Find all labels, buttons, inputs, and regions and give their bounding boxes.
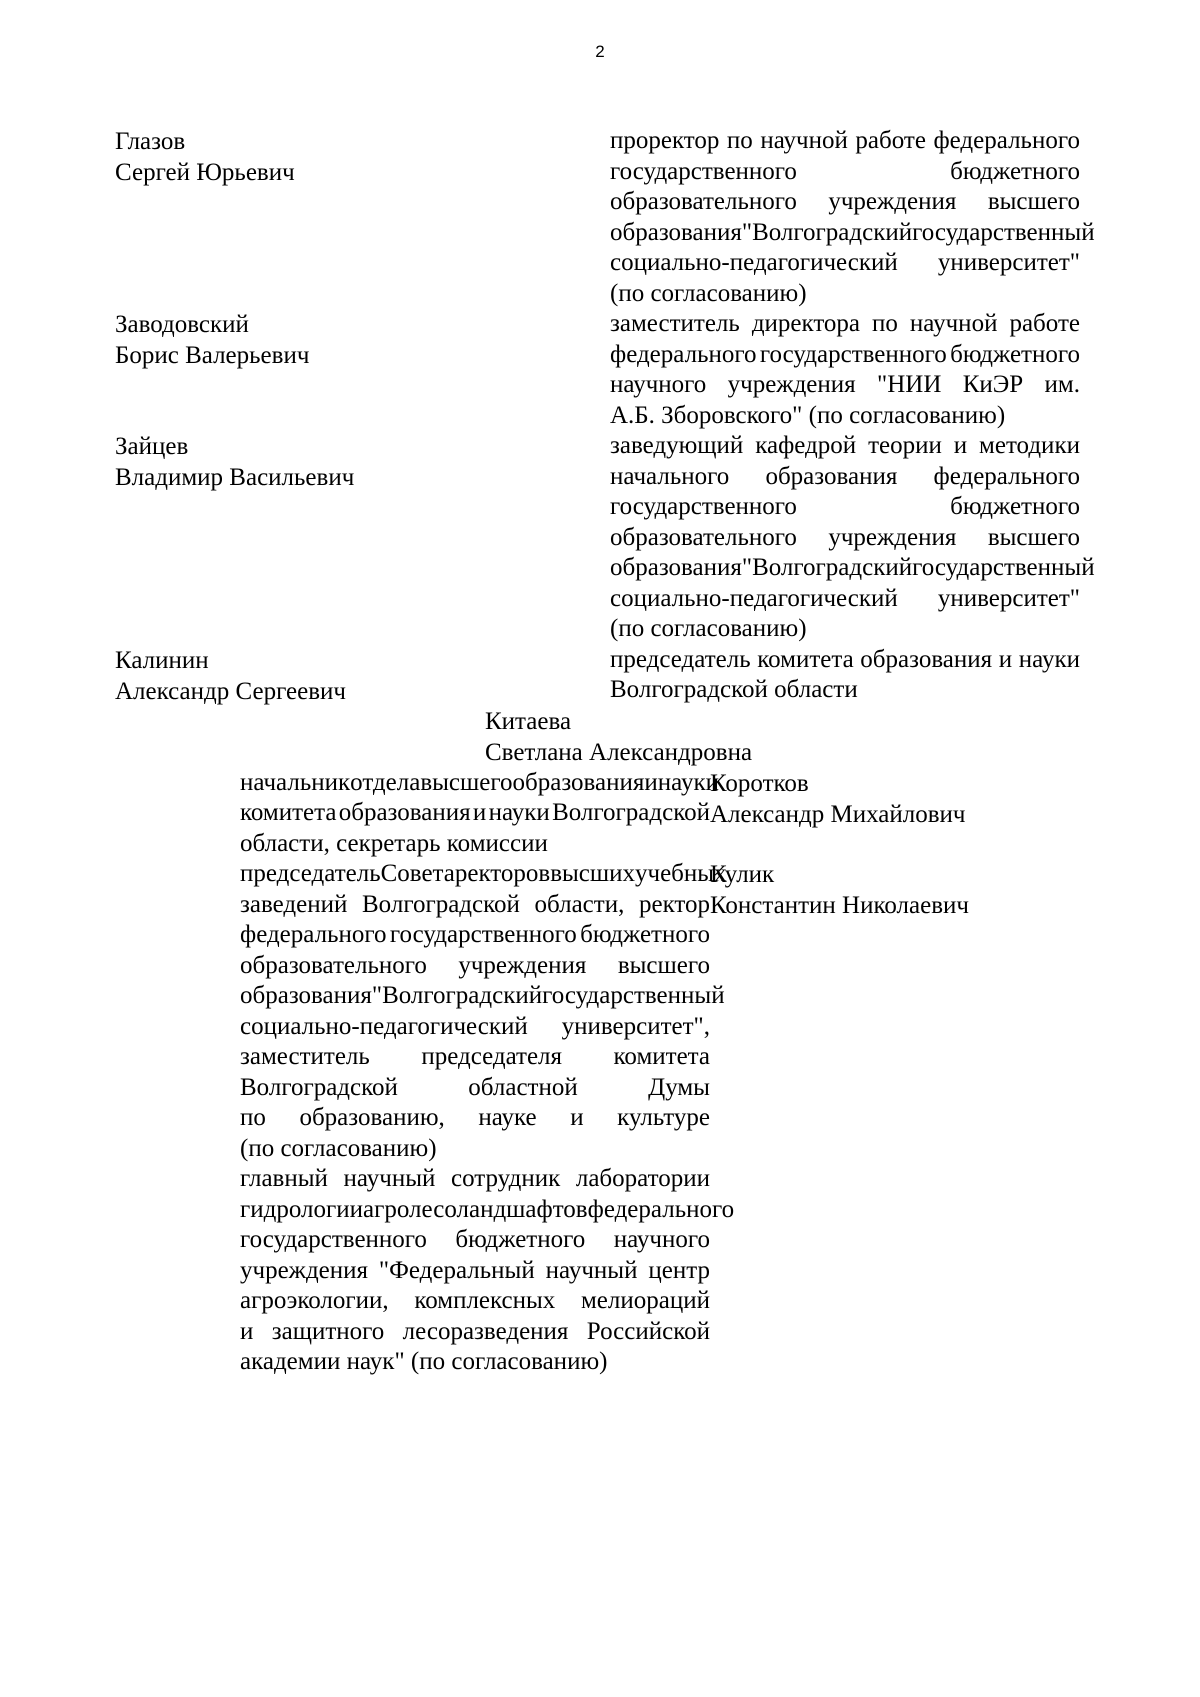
position-line: проректор по научной работе федерального <box>610 127 1080 154</box>
position-line: заместитель директора по научной работе <box>610 310 1080 337</box>
position-line: образовательного учреждения высшего <box>240 951 710 979</box>
member-name <box>115 309 485 371</box>
page-number: 2 <box>595 42 605 61</box>
member-name <box>710 768 1080 830</box>
position-line: научного учреждения "НИИ КиЭР им. <box>610 371 1080 398</box>
member-given-names: Александр Михайлович <box>710 800 966 828</box>
position-line: федерального государственного бюджетного <box>240 921 710 948</box>
member-given-names: Сергей Юрьевич <box>115 159 295 186</box>
position-line: агроэкологии, комплексных мелиораций <box>240 1287 710 1314</box>
member-name <box>710 859 1080 921</box>
position-line: председатель Совета ректоров высших учебных <box>240 860 727 887</box>
position-line: образования "Волгоградский государственный <box>610 554 1095 581</box>
position-line: заместитель председателя комитета <box>240 1043 710 1070</box>
position-line: Волгоградской областной Думы <box>240 1073 710 1101</box>
member-position <box>610 309 1080 431</box>
member-name <box>115 431 485 493</box>
position-line: заведующий кафедрой теории и методики <box>610 432 1080 459</box>
position-line: (по согласованию) <box>610 279 807 307</box>
position-line: академии наук" (по согласованию) <box>240 1348 608 1375</box>
member-surname: Китаева <box>485 707 572 735</box>
member-surname: Коротков <box>710 769 809 797</box>
member-surname: Заводовский <box>115 311 249 338</box>
position-line: государственного бюджетного <box>610 493 1080 520</box>
member-name <box>115 645 485 707</box>
member-position <box>240 768 719 860</box>
position-line: главный научный сотрудник лаборатории <box>240 1165 710 1192</box>
position-line: учреждения "Федеральный научный центр <box>240 1256 710 1284</box>
position-line: социально-педагогический университет" <box>610 249 1080 276</box>
position-line: социально-педагогический университет" <box>610 584 1080 612</box>
position-line: федерального государственного бюджетного <box>610 340 1080 368</box>
member-given-names: Александр Сергеевич <box>115 677 346 705</box>
commission-members-list <box>115 126 1095 1378</box>
position-line: начальник отдела высшего образования и науки <box>240 768 719 796</box>
position-line: комитета образования и науки Волгоградской <box>240 799 710 826</box>
member-surname: Глазов <box>115 128 186 155</box>
position-line: и защитного лесоразведения Российской <box>240 1317 710 1345</box>
member-given-names: Константин Николаевич <box>710 892 969 919</box>
member-given-names: Светлана Александровна <box>485 738 753 766</box>
position-line: начального образования федерального <box>610 462 1080 490</box>
member-position <box>610 645 1080 706</box>
position-line: (по согласованию) <box>610 615 807 642</box>
position-line: председатель комитета образования и науки <box>610 645 1080 673</box>
position-line: образования "Волгоградский государственный <box>240 982 725 1009</box>
position-line: заведений Волгоградской области, ректор <box>240 890 710 918</box>
member-position <box>240 1164 735 1378</box>
position-line: по образованию, науке и культуре <box>240 1104 710 1131</box>
position-line: государственного бюджетного <box>610 157 1080 185</box>
member-given-names: Борис Валерьевич <box>115 342 310 369</box>
position-line: А.Б. Зборовского" (по согласованию) <box>610 401 1006 429</box>
member-position <box>610 126 1095 309</box>
member-given-names: Владимир Васильевич <box>115 464 355 491</box>
position-line: образования "Волгоградский государственный <box>610 218 1095 246</box>
position-line: гидрологии агролесоландшафтов федерального <box>240 1195 735 1223</box>
position-line: социально-педагогический университет", <box>240 1012 710 1040</box>
position-line: государственного бюджетного научного <box>240 1226 710 1253</box>
member-position <box>610 431 1095 645</box>
position-line: области, секретарь комиссии <box>240 829 548 857</box>
member-surname: Кулик <box>710 861 775 888</box>
member-surname: Зайцев <box>115 433 189 460</box>
position-line: Волгоградской области <box>610 676 858 703</box>
position-line: (по согласованию) <box>240 1134 437 1162</box>
member-name <box>115 126 485 188</box>
member-name <box>485 706 855 768</box>
position-line: образовательного учреждения высшего <box>610 188 1080 215</box>
member-position <box>240 859 727 1164</box>
position-line: образовательного учреждения высшего <box>610 523 1080 551</box>
member-surname: Калинин <box>115 646 209 674</box>
